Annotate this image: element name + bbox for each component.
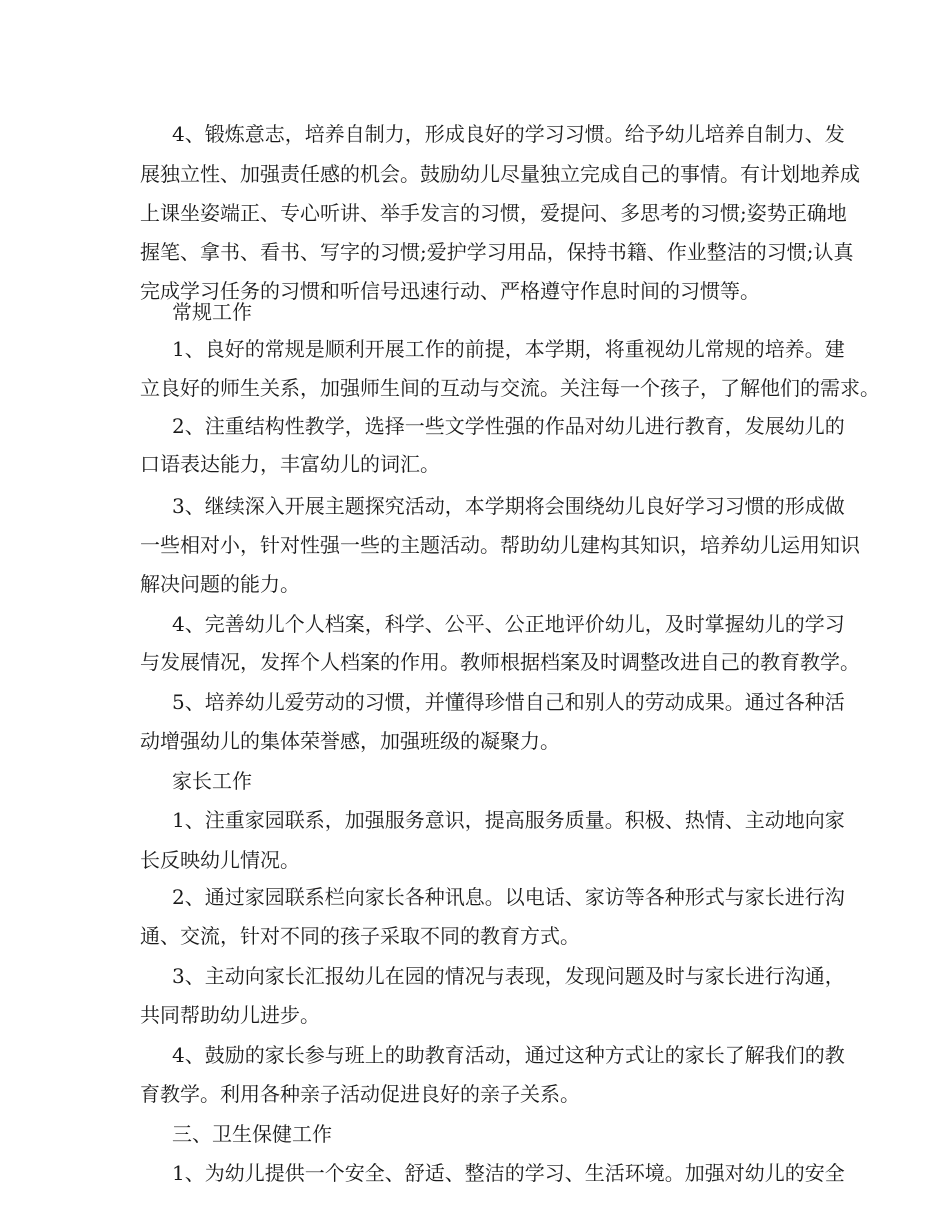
- paragraph-line: 1、注重家园联系，加强服务意识，提高服务质量。积极、热情、主动地向家: [172, 808, 845, 832]
- paragraph-line: 4、锻炼意志，培养自制力，形成良好的学习习惯。给予幼儿培养自制力、发: [172, 122, 845, 146]
- paragraph-line: 上课坐姿端正、专心听讲、举手发言的习惯，爱提问、多思考的习惯;姿势正确地: [140, 201, 847, 225]
- paragraph-line: 4、完善幼儿个人档案，科学、公平、公正地评价幼儿，及时掌握幼儿的学习: [172, 612, 845, 636]
- paragraph-line: 3、继续深入开展主题探究活动，本学期将会围绕幼儿良好学习习惯的形成做: [172, 494, 845, 518]
- paragraph-line: 长反映幼儿情况。: [140, 848, 300, 872]
- section-heading: 三、卫生保健工作: [172, 1122, 332, 1146]
- section-heading: 常规工作: [172, 300, 252, 324]
- paragraph-line: 解决问题的能力。: [140, 572, 300, 596]
- section-heading: 家长工作: [172, 769, 252, 793]
- paragraph-line: 1、为幼儿提供一个安全、舒适、整洁的学习、生活环境。加强对幼儿的安全: [172, 1161, 845, 1185]
- paragraph-line: 完成学习任务的习惯和听信号迅速行动、严格遵守作息时间的习惯等。: [140, 279, 760, 303]
- paragraph-line: 握笔、拿书、看书、写字的习惯;爱护学习用品，保持书籍、作业整洁的习惯;认真: [140, 240, 854, 264]
- paragraph-line: 3、主动向家长汇报幼儿在园的情况与表现，发现问题及时与家长进行沟通，: [172, 964, 845, 988]
- paragraph-line: 通、交流，针对不同的孩子采取不同的教育方式。: [140, 924, 580, 948]
- paragraph-line: 一些相对小，针对性强一些的主题活动。帮助幼儿建构其知识，培养幼儿运用知识: [140, 533, 860, 557]
- paragraph-line: 立良好的师生关系，加强师生间的互动与交流。关注每一个孩子，了解他们的需求。: [140, 376, 880, 400]
- paragraph-line: 口语表达能力，丰富幼儿的词汇。: [140, 452, 440, 476]
- paragraph-line: 共同帮助幼儿进步。: [140, 1003, 320, 1027]
- paragraph-line: 1、良好的常规是顺利开展工作的前提，本学期，将重视幼儿常规的培养。建: [172, 337, 845, 361]
- paragraph-line: 与发展情况，发挥个人档案的作用。教师根据档案及时调整改进自己的教育教学。: [140, 650, 860, 674]
- paragraph-line: 5、培养幼儿爱劳动的习惯，并懂得珍惜自己和别人的劳动成果。通过各种活: [172, 690, 845, 714]
- paragraph-line: 2、注重结构性教学，选择一些文学性强的作品对幼儿进行教育，发展幼儿的: [172, 414, 845, 438]
- paragraph-line: 2、通过家园联系栏向家长各种讯息。以电话、家访等各种形式与家长进行沟: [172, 885, 845, 909]
- paragraph-line: 育教学。利用各种亲子活动促进良好的亲子关系。: [140, 1082, 580, 1106]
- paragraph-line: 展独立性、加强责任感的机会。鼓励幼儿尽量独立完成自己的事情。有计划地养成: [140, 162, 860, 186]
- paragraph-line: 4、鼓励的家长参与班上的助教育活动，通过这种方式让的家长了解我们的教: [172, 1043, 845, 1067]
- paragraph-line: 动增强幼儿的集体荣誉感，加强班级的凝聚力。: [140, 729, 560, 753]
